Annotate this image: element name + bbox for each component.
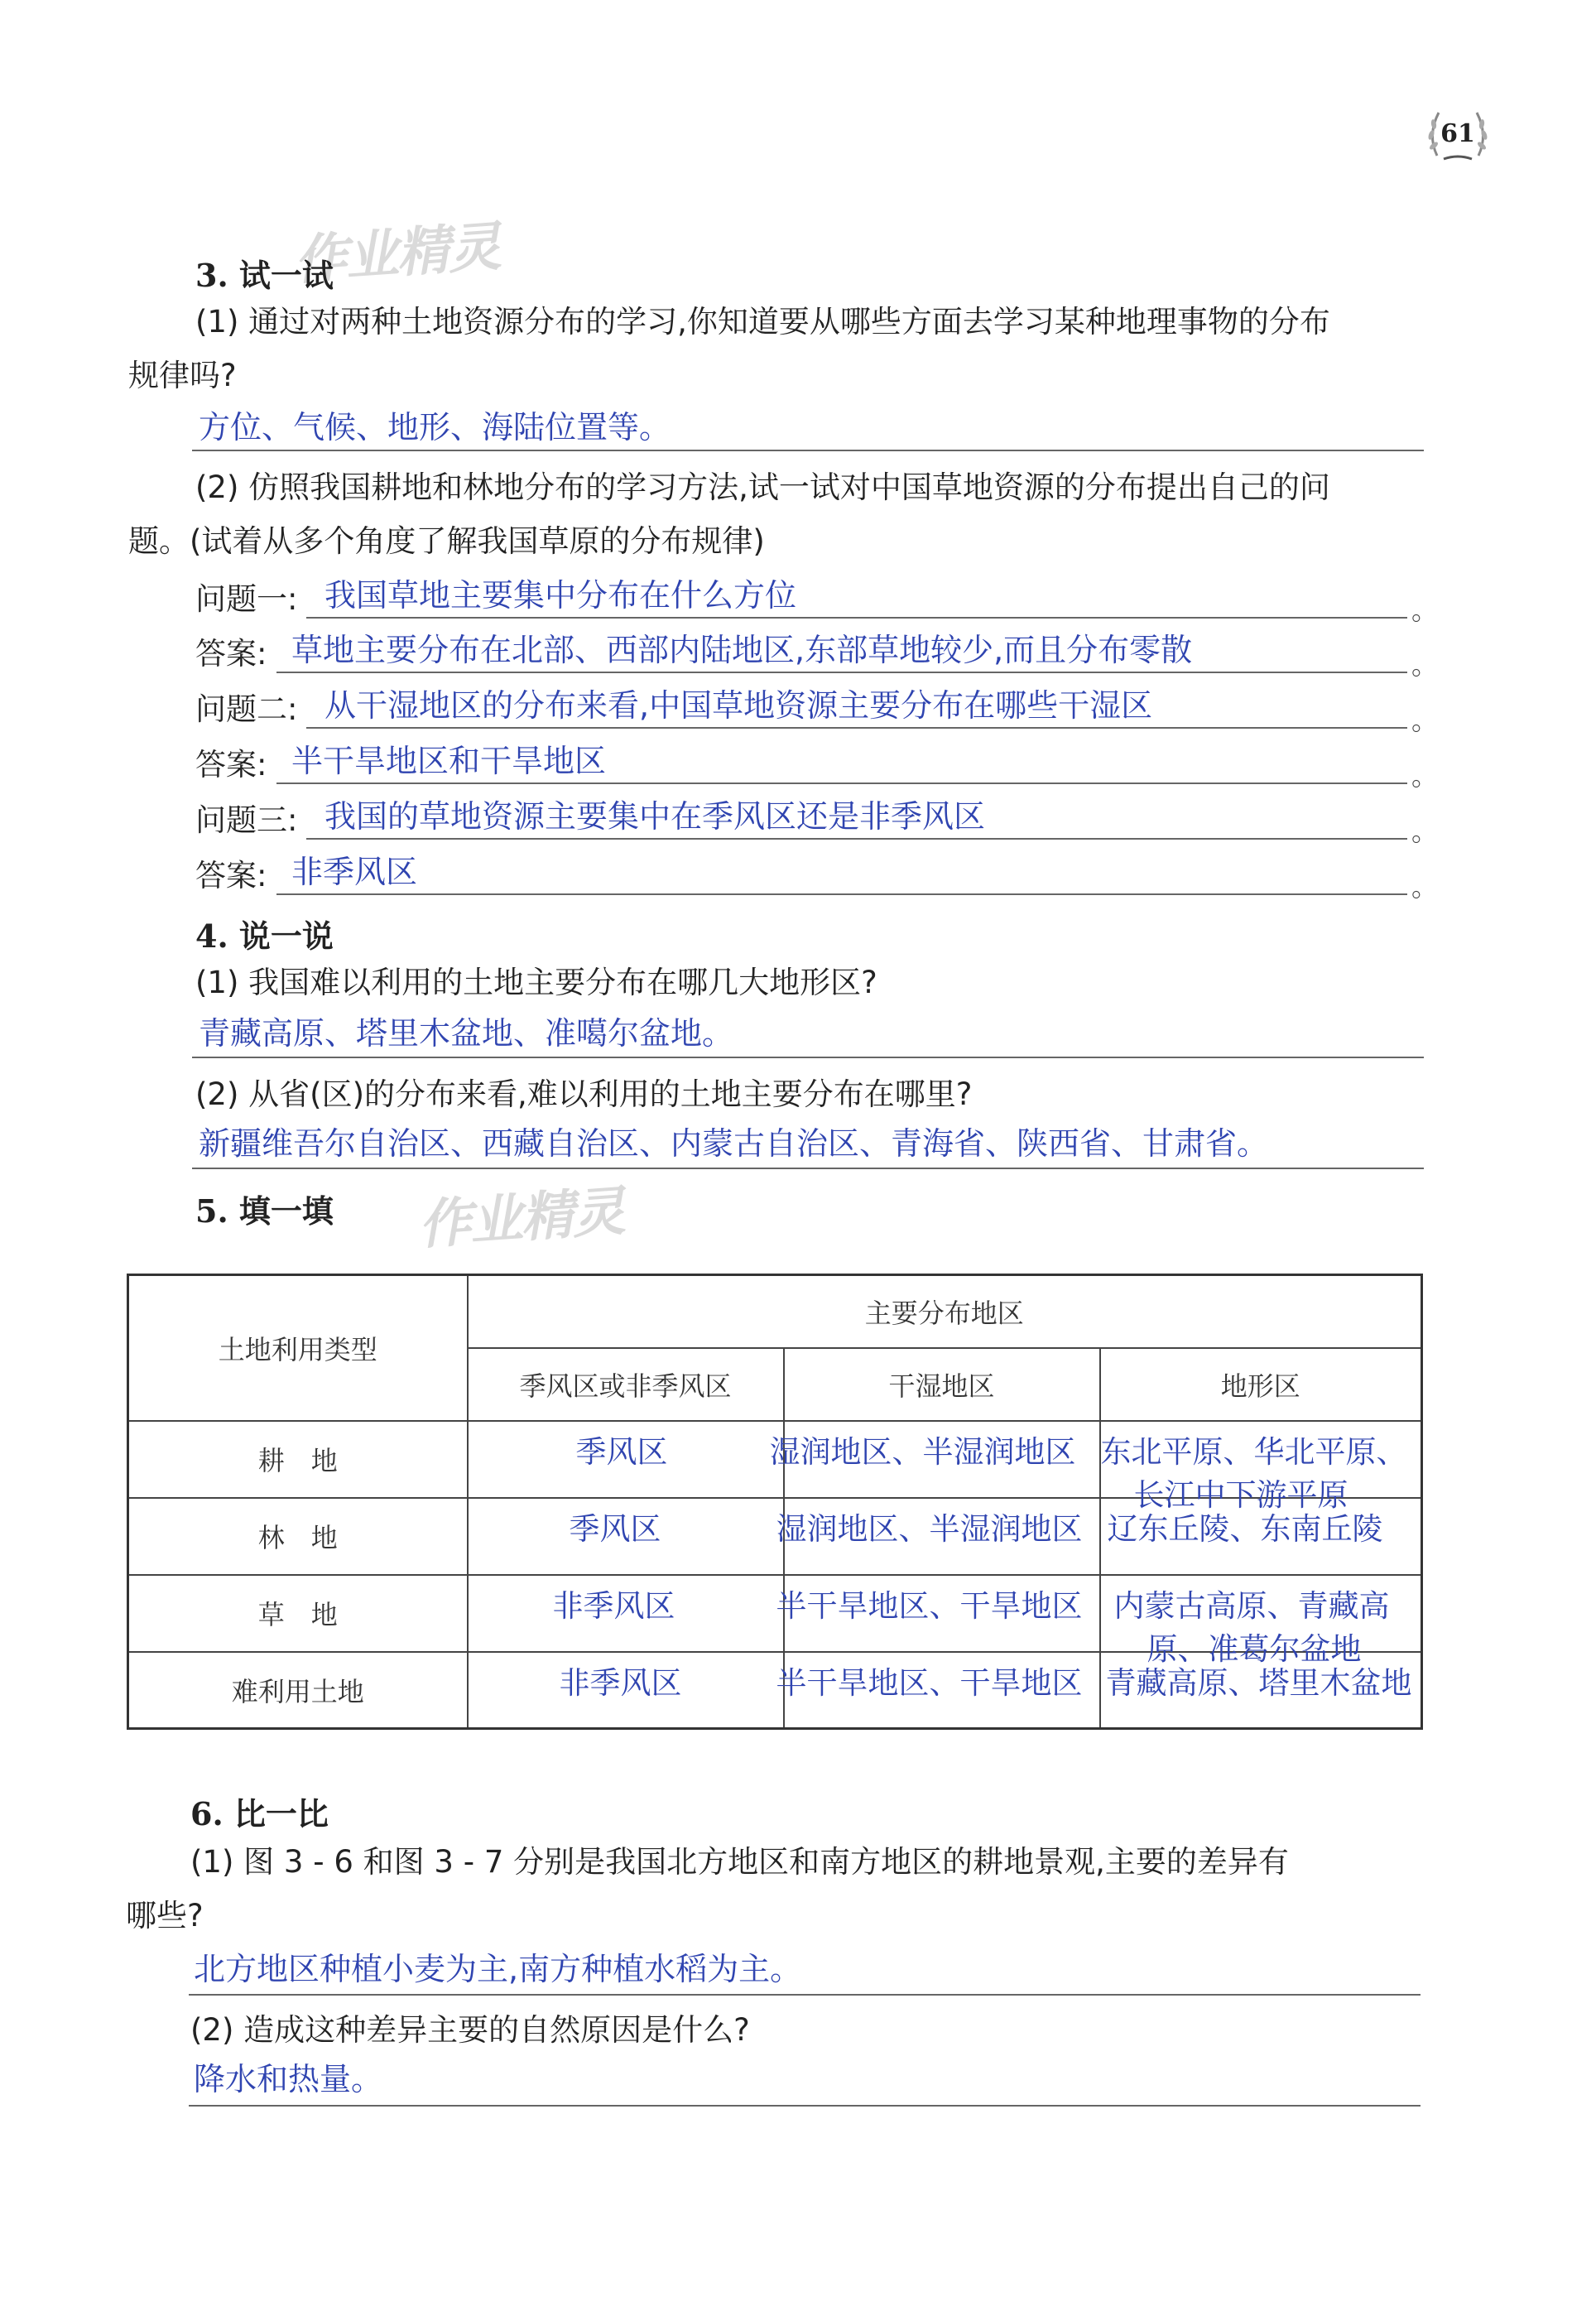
cell-monsoon	[468, 1421, 784, 1498]
qa-label-1: 问题一:	[195, 581, 298, 617]
answer-line	[192, 1057, 1424, 1058]
cell-terrain-text-1: 辽东丘陵、东南丘陵	[1107, 1510, 1383, 1547]
row-type: 耕 地	[128, 1421, 468, 1498]
qa-text-4: 半干旱地区和干旱地区	[291, 743, 607, 779]
section4-q2: (2) 从省(区)的分布来看,难以利用的土地主要分布在哪里?	[195, 1076, 973, 1112]
row-type: 草 地	[128, 1575, 468, 1652]
cell-terrain-text-1: 东北平原、华北平原、	[1100, 1433, 1407, 1470]
table-row	[128, 1421, 1422, 1498]
qa-text-3: 从干湿地区的分布来看,中国草地资源主要分布在哪些干湿区	[324, 687, 1153, 724]
land-use-table	[127, 1274, 1423, 1730]
cell-monsoon-text: 非季风区	[552, 1587, 675, 1624]
qa-label-4: 答案:	[195, 747, 267, 782]
cell-terrain-text-2: 原、准葛尔盆地	[1147, 1630, 1362, 1667]
page-number: 61	[1440, 119, 1475, 148]
cell-terrain-text-1: 青藏高原、塔里木盆地	[1105, 1664, 1412, 1701]
table-row	[128, 1652, 1422, 1729]
cell-terrain-text-2: 长江中下游平原	[1133, 1476, 1348, 1513]
cell-terrain	[1100, 1498, 1422, 1575]
answer-line	[306, 617, 1407, 619]
page-number-badge	[1422, 98, 1493, 169]
cell-monsoon-text: 非季风区	[559, 1664, 682, 1701]
section3-q2-line1: (2) 仿照我国耕地和林地分布的学习方法,试一试对中国草地资源的分布提出自己的问	[195, 469, 1330, 505]
cell-terrain	[1100, 1575, 1422, 1667]
answer-line	[192, 1168, 1424, 1169]
cell-humidity-text: 半干旱地区、干旱地区	[776, 1587, 1083, 1624]
section3-q1-line1: (1) 通过对两种土地资源分布的学习,你知道要从哪些方面去学习某种地理事物的分布	[195, 304, 1330, 339]
cell-terrain-text-1: 内蒙古高原、青藏高	[1113, 1587, 1390, 1624]
section4-q1-answer: 青藏高原、塔里木盆地、准噶尔盆地。	[199, 1015, 734, 1052]
section6-q2: (2) 造成这种差异主要的自然原因是什么?	[190, 2012, 750, 2048]
qa-text-6: 非季风区	[291, 854, 418, 890]
answer-line	[306, 838, 1407, 840]
qa-label-2: 答案:	[195, 636, 267, 672]
header-humidity: 干湿地区	[784, 1348, 1100, 1421]
cell-humidity-text: 湿润地区、半湿润地区	[769, 1433, 1076, 1470]
answer-line	[276, 782, 1407, 784]
answer-line	[276, 893, 1407, 895]
answer-line	[306, 727, 1407, 729]
section4-q2-answer: 新疆维吾尔自治区、西藏自治区、内蒙古自治区、青海省、陕西省、甘肃省。	[199, 1125, 1269, 1162]
period: 。	[1411, 760, 1439, 792]
qa-label-5: 问题三:	[195, 802, 298, 838]
period: 。	[1411, 871, 1439, 903]
period: 。	[1411, 705, 1439, 736]
period: 。	[1411, 649, 1439, 681]
qa-text-5: 我国的草地资源主要集中在季风区还是非季风区	[324, 798, 986, 835]
qa-text-1: 我国草地主要集中分布在什么方位	[324, 577, 797, 614]
header-monsoon: 季风区或非季风区	[468, 1348, 784, 1421]
cell-monsoon	[468, 1652, 784, 1729]
cell-terrain	[1100, 1652, 1422, 1729]
section6-q1-answer: 北方地区种植小麦为主,南方种植水稻为主。	[194, 1951, 802, 1987]
section3-title: 3. 试一试	[195, 257, 334, 294]
answer-line	[192, 450, 1424, 451]
section3-q2-line2: 题。(试着从多个角度了解我国草原的分布规律)	[128, 523, 765, 559]
cell-monsoon-text: 季风区	[569, 1510, 661, 1547]
section6-title: 6. 比一比	[190, 1795, 329, 1832]
cell-monsoon	[468, 1575, 784, 1652]
row-type: 林 地	[128, 1498, 468, 1575]
section6-q1-line2: 哪些?	[126, 1898, 204, 1933]
header-land-type: 土地利用类型	[128, 1275, 468, 1421]
cell-humidity	[776, 1498, 1100, 1575]
period: 。	[1411, 595, 1439, 626]
qa-text-2: 草地主要分布在北部、西部内陆地区,东部草地较少,而且分布零散	[291, 632, 1193, 668]
cell-humidity-text: 半干旱地区、干旱地区	[776, 1664, 1083, 1701]
answer-line	[189, 1994, 1421, 1996]
cell-monsoon	[468, 1498, 784, 1575]
qa-label-3: 问题二:	[195, 691, 298, 727]
table-row	[128, 1575, 1422, 1652]
watermark-2: 作业精灵	[416, 1181, 626, 1257]
watermark-1: 作业精灵	[292, 216, 502, 292]
cell-humidity-text: 湿润地区、半湿润地区	[776, 1510, 1083, 1547]
answer-line	[189, 2105, 1421, 2107]
section5-title: 5. 填一填	[195, 1192, 334, 1230]
cell-monsoon-text: 季风区	[575, 1433, 668, 1470]
qa-label-6: 答案:	[195, 858, 267, 893]
row-type: 难利用土地	[128, 1652, 468, 1729]
section3-q1-answer: 方位、气候、地形、海陆位置等。	[199, 409, 671, 445]
section6-q1-line1: (1) 图 3 - 6 和图 3 - 7 分别是我国北方地区和南方地区的耕地景观,主要的差异有	[190, 1844, 1289, 1880]
cell-terrain	[1100, 1421, 1422, 1513]
section4-q1: (1) 我国难以利用的土地主要分布在哪几大地形区?	[195, 965, 877, 1000]
section6-q2-answer: 降水和热量。	[194, 2061, 383, 2097]
section4-title: 4. 说一说	[195, 917, 334, 955]
answer-line	[276, 672, 1407, 673]
cell-humidity	[776, 1575, 1100, 1652]
header-main-area: 主要分布地区	[468, 1275, 1422, 1348]
cell-humidity	[769, 1421, 1100, 1498]
period: 。	[1411, 816, 1439, 847]
section3-q1-line2: 规律吗?	[128, 358, 237, 393]
table-row	[128, 1498, 1422, 1575]
cell-humidity	[776, 1652, 1100, 1729]
header-terrain: 地形区	[1100, 1348, 1422, 1421]
